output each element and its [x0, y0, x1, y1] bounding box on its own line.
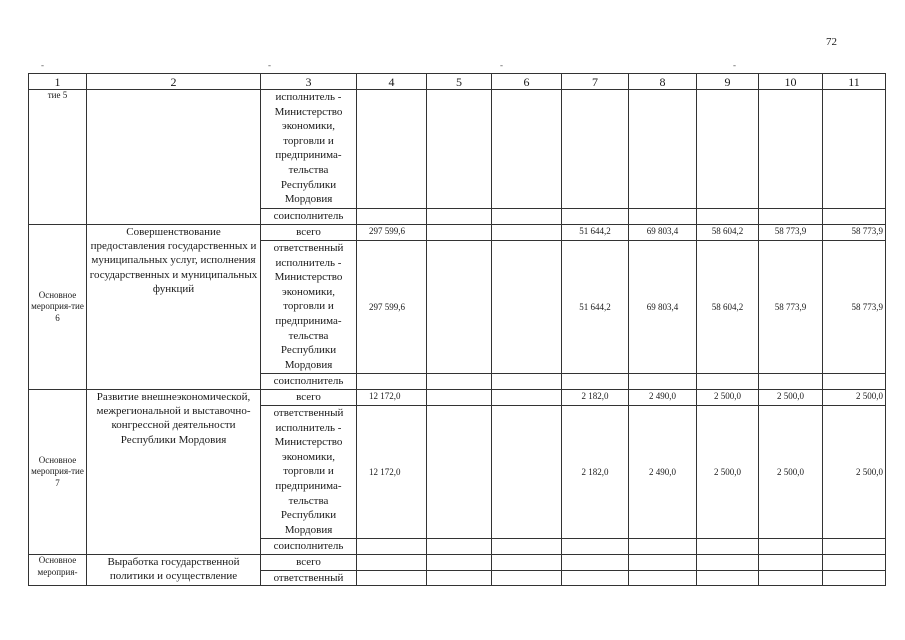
total-label: всего: [261, 390, 357, 406]
activity-title: [87, 90, 261, 225]
value-cell: 2 182,0: [562, 390, 629, 406]
value-cell: [492, 406, 562, 539]
activity-code: Основное мероприя-тие 7: [29, 390, 87, 555]
budget-table: [28, 73, 886, 586]
value-cell: 58 604,2: [697, 241, 759, 374]
value-cell: 69 803,4: [629, 225, 697, 241]
coexecutor-label: соисполнитель: [261, 374, 357, 390]
responsible-executor: исполнитель - Министерство экономики, торговли и предпринима-тельства Республики Мордовия: [261, 90, 357, 209]
value-cell: 297 599,6: [357, 225, 427, 241]
value-cell: 2 500,0: [823, 406, 886, 539]
activity-code: тие 5: [29, 90, 87, 225]
value-cell: 58 773,9: [823, 225, 886, 241]
value-cell: 2 182,0: [562, 406, 629, 539]
table-row: [29, 555, 886, 571]
value-cell: 58 604,2: [697, 225, 759, 241]
header-cell: 6: [492, 74, 562, 90]
total-label: всего: [261, 555, 357, 571]
value-cell: [427, 390, 492, 406]
activity-title: Развитие внешнеэкономической, межрегиональной и выставочно-конгрессной деятельности Республики Мордовия: [87, 390, 261, 555]
value-cell: 58 773,9: [823, 241, 886, 374]
scan-mark: -: [500, 60, 503, 70]
header-cell: 4: [357, 74, 427, 90]
table-row: [29, 90, 886, 209]
header-cell: 1: [29, 74, 87, 90]
responsible-executor: ответственный: [261, 570, 357, 586]
activity-code: Основное мероприя-: [29, 555, 87, 586]
total-label: всего: [261, 225, 357, 241]
header-row: [29, 74, 886, 90]
value-cell: 51 644,2: [562, 241, 629, 374]
page-number: 72: [826, 36, 837, 48]
value-cell: [492, 241, 562, 374]
value-cell: 51 644,2: [562, 225, 629, 241]
header-cell: 2: [87, 74, 261, 90]
value-cell: [427, 225, 492, 241]
value-cell: [492, 390, 562, 406]
scan-mark: -: [41, 60, 44, 70]
value-cell: 2 500,0: [697, 406, 759, 539]
coexecutor-label: соисполнитель: [261, 539, 357, 555]
responsible-executor: ответственный исполнитель - Министерство экономики, торговли и предпринима-тельства Республики Мордовия: [261, 406, 357, 539]
value-cell: [427, 241, 492, 374]
value-cell: 2 500,0: [759, 390, 823, 406]
activity-title: Выработка государственной политики и осуществление: [87, 555, 261, 586]
table-row: [29, 390, 886, 406]
header-cell: 7: [562, 74, 629, 90]
table-row: [29, 225, 886, 241]
coexecutor-label: соисполнитель: [261, 209, 357, 225]
activity-title: Совершенствование предоставления государственных и муниципальных услуг, исполнения государственных и муниципальных функций: [87, 225, 261, 390]
value-cell: 69 803,4: [629, 241, 697, 374]
header-cell: 10: [759, 74, 823, 90]
activity-code: Основное мероприя-тие 6: [29, 225, 87, 390]
value-cell: 12 172,0: [357, 406, 427, 539]
value-cell: 2 500,0: [823, 390, 886, 406]
header-cell: 3: [261, 74, 357, 90]
header-cell: 9: [697, 74, 759, 90]
value-cell: 2 500,0: [697, 390, 759, 406]
value-cell: 58 773,9: [759, 225, 823, 241]
scan-mark: -: [733, 60, 736, 70]
value-cell: 12 172,0: [357, 390, 427, 406]
value-cell: 2 500,0: [759, 406, 823, 539]
value-cell: [427, 406, 492, 539]
header-cell: 5: [427, 74, 492, 90]
value-cell: 2 490,0: [629, 406, 697, 539]
value-cell: 58 773,9: [759, 241, 823, 374]
scan-mark: -: [268, 60, 271, 70]
responsible-executor: ответственный исполнитель - Министерство экономики, торговли и предпринима-тельства Республики Мордовия: [261, 241, 357, 374]
value-cell: 297 599,6: [357, 241, 427, 374]
header-cell: 8: [629, 74, 697, 90]
value-cell: [492, 225, 562, 241]
header-cell: 11: [823, 74, 886, 90]
value-cell: 2 490,0: [629, 390, 697, 406]
